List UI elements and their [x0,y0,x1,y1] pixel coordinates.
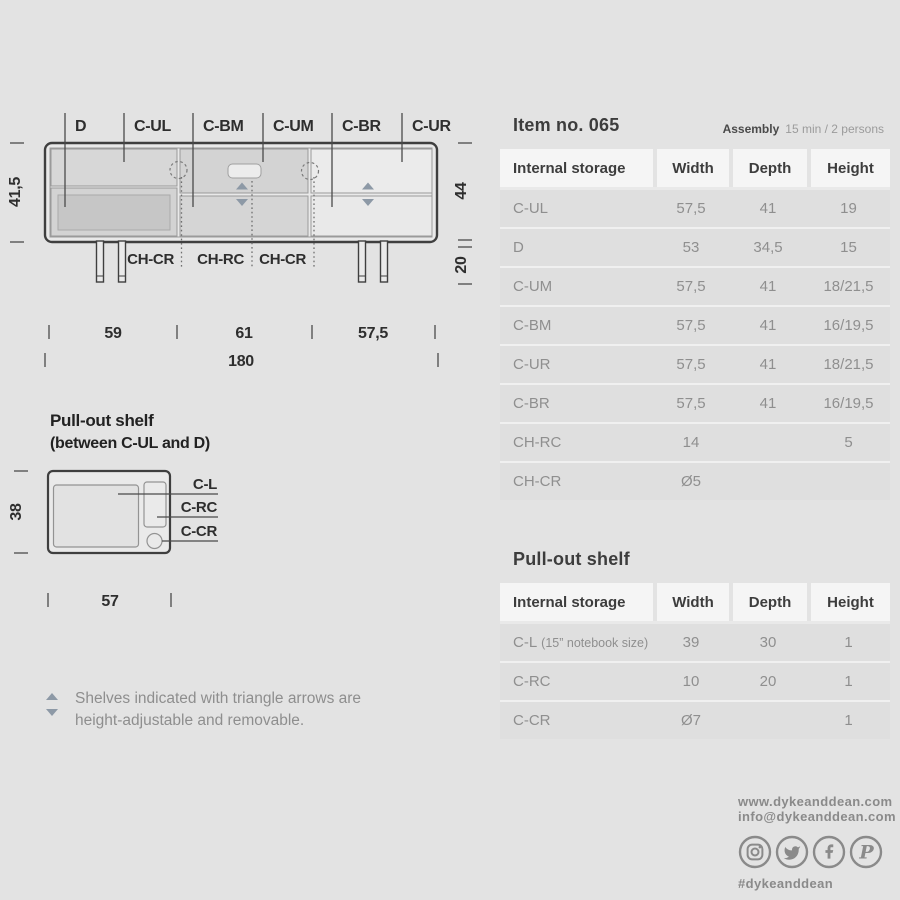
triangle-arrows-icon [44,692,60,720]
table-row: D 53 34,5 15 [500,227,890,266]
table1-header [500,149,890,187]
dim-w2: 61 [235,325,253,342]
label-chrc: CH-RC [197,251,244,268]
shelf-dim-height: 38 [8,503,25,521]
instagram-icon[interactable] [738,835,772,869]
twitter-icon[interactable] [775,835,809,869]
col-internal-storage: Internal storage [500,583,653,621]
label-cul: C-UL [134,118,172,135]
dim-total: 180 [228,353,254,370]
table-row: C-CR Ø7 1 [500,700,890,739]
shelf-area-crc [144,482,166,527]
dim-right-bottom: 20 [453,256,470,274]
table-row: C-UR 57,5 41 18/21,5 [500,344,890,383]
note-line-2: height-adjustable and removable. [75,712,305,729]
svg-text:P: P [859,841,874,864]
cabinet-drawing [0,100,480,390]
social-icons [738,835,896,869]
table2-body [500,621,890,739]
label-cur: C-UR [412,118,451,135]
table-row: C-UM 57,5 41 18/21,5 [500,266,890,305]
item-number-title: Item no. 065 [513,115,620,135]
footer [738,794,896,891]
label-chcr-left: CH-CR [127,251,174,268]
label-ccr: C-CR [180,523,217,540]
label-d: D [75,118,87,135]
table-row: CH-CR Ø5 [500,461,890,500]
label-cbr: C-BR [342,118,381,135]
adjustable-shelf-note [44,688,361,732]
shelf-table-panel [500,549,890,739]
handle-cutout [228,164,261,178]
assembly-info [723,122,884,136]
compartment-cul [51,149,177,186]
table1-body [500,187,890,500]
col-height: Height [811,583,890,621]
label-cum: C-UM [273,118,314,135]
shelf-drawing [0,400,330,630]
shelf-drawing-title: Pull-out shelf [50,411,154,430]
col-depth: Depth [733,149,807,187]
hashtag: #dykeanddean [738,876,834,891]
dim-w3: 57,5 [358,325,388,342]
table-row: C-L (15” notebook size) 39 30 1 [500,621,890,661]
compartment-cbr [311,196,432,236]
dim-w1: 59 [104,325,122,342]
dim-height: 41,5 [7,177,24,207]
assembly-label: Assembly [722,122,780,136]
shelf-dim-width: 57 [101,593,119,610]
label-cbm: C-BM [203,118,244,135]
col-depth: Depth [733,583,807,621]
item-table-panel [500,115,890,500]
table-row: C-BM 57,5 41 16/19,5 [500,305,890,344]
shelf-drawing-subtitle: (between C-UL and D) [50,435,210,452]
table-row: C-UL 57,5 41 19 [500,187,890,227]
table-row: CH-RC 14 5 [500,422,890,461]
shelf-area-ccr [147,534,162,549]
label-crc: C-RC [180,499,217,516]
compartment-cur [311,149,432,193]
assembly-value: 15 min / 2 persons [785,122,884,136]
note-line-1: Shelves indicated with triangle arrows are [75,690,362,707]
table2-header [500,583,890,621]
col-width: Width [657,583,729,621]
notebook-size-note: (15” notebook size) [541,635,649,650]
pinterest-icon[interactable] [849,835,883,869]
email-address: info@dykeanddean.com [738,809,896,824]
drawer-front [58,195,170,230]
col-height: Height [811,149,890,187]
col-internal-storage: Internal storage [500,149,653,187]
table-row: C-RC 10 20 1 [500,661,890,700]
label-chcr-right: CH-CR [259,251,306,268]
shelf-table-title: Pull-out shelf [513,549,630,569]
dim-right-top: 44 [453,182,470,200]
table-row: C-BR 57,5 41 16/19,5 [500,383,890,422]
col-width: Width [657,149,729,187]
label-cl: C-L [192,476,217,493]
website-url: www.dykeanddean.com [738,794,893,809]
facebook-icon[interactable] [812,835,846,869]
